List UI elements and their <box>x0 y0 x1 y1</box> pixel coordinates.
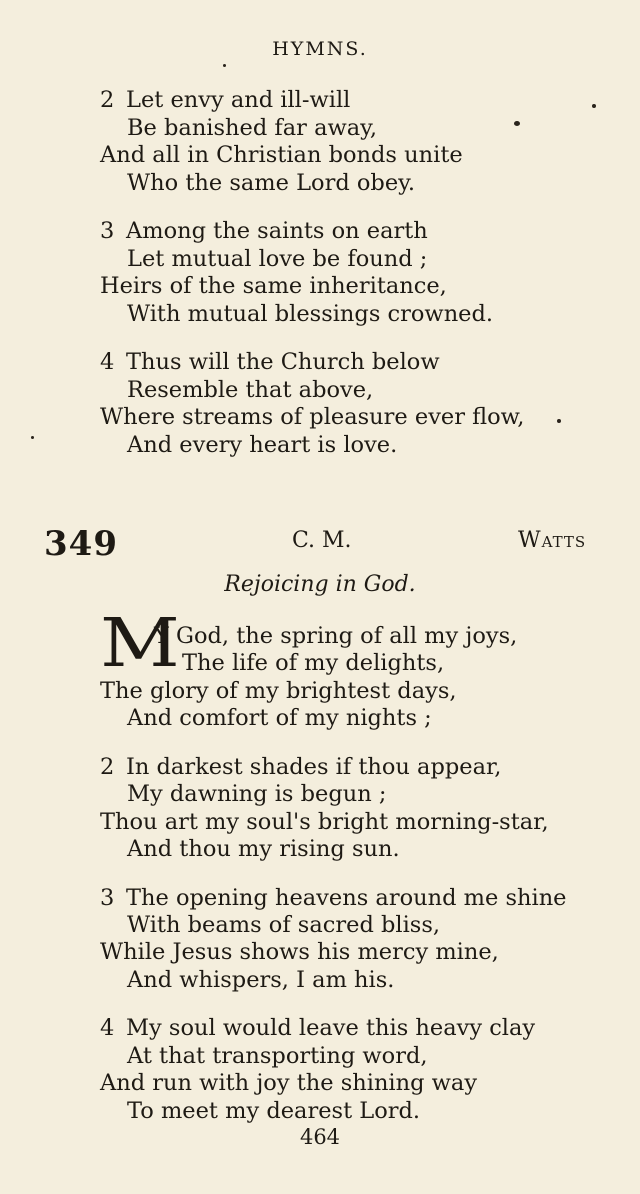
stanza-line: My dawning is begun ; <box>127 781 387 807</box>
print-speck <box>592 104 596 108</box>
stanza-line: And whispers, I am his. <box>127 967 395 993</box>
stanza-line: And thou my rising sun. <box>127 836 400 862</box>
stanza-line: The glory of my brightest days, <box>100 678 457 704</box>
print-speck <box>31 436 34 439</box>
stanza-line: Be banished far away, <box>127 115 378 141</box>
stanza-line: And run with joy the shining way <box>100 1070 478 1096</box>
stanza-line: Resemble that above, <box>127 377 374 403</box>
stanza-number: 2 <box>100 87 115 113</box>
print-speck <box>557 419 561 423</box>
stanza-line: With mutual blessings crowned. <box>127 301 494 327</box>
stanza-line: Where streams of pleasure ever flow, <box>100 404 525 430</box>
stanza-line: 2 In darkest shades if thou appear, <box>100 754 502 780</box>
page-number: 464 <box>299 1125 341 1149</box>
stanza-line: 3 The opening heavens around me shine <box>100 885 567 911</box>
drop-cap: M <box>100 604 180 683</box>
stanza-number: 4 <box>100 349 115 375</box>
stanza-line: Let mutual love be found ; <box>127 246 428 272</box>
stanza-line: And every heart is love. <box>127 432 398 458</box>
stanza-line: 2 Let envy and ill-will <box>100 87 351 113</box>
stanza-number: 3 <box>100 218 115 244</box>
hymn-number: 349 <box>44 524 118 564</box>
hymn-meter: C. M. <box>292 528 352 553</box>
stanza-line: Who the same Lord obey. <box>127 170 416 196</box>
stanza-line: And all in Christian bonds unite <box>100 142 463 168</box>
stanza-line: 4 My soul would leave this heavy clay <box>100 1015 536 1041</box>
stanza-number: 3 <box>100 885 115 911</box>
stanza-line: The life of my delights, <box>182 650 445 676</box>
hymn-title: Rejoicing in God. <box>224 572 416 597</box>
print-speck <box>514 121 520 126</box>
stanza-line: 4 Thus will the Church below <box>100 349 440 375</box>
stanza-line: Thou art my soul's bright morning-star, <box>100 809 549 835</box>
stanza-line: With beams of sacred bliss, <box>127 912 441 938</box>
stanza-number: 4 <box>100 1015 115 1041</box>
stanza-line: At that transporting word, <box>127 1043 428 1069</box>
stanza-line: 3 Among the saints on earth <box>100 218 428 244</box>
stanza-number: 2 <box>100 754 115 780</box>
running-head: HYMNS. <box>272 38 368 60</box>
stanza-line: While Jesus shows his mercy mine, <box>100 939 499 965</box>
stanza-line: And comfort of my nights ; <box>127 705 432 731</box>
print-speck <box>223 64 226 67</box>
stanza-line: To meet my dearest Lord. <box>127 1098 421 1124</box>
stanza-line: Y God, the spring of all my joys, <box>154 623 518 649</box>
stanza-line: Heirs of the same inheritance, <box>100 273 447 299</box>
hymn-author: Watts <box>518 528 587 553</box>
